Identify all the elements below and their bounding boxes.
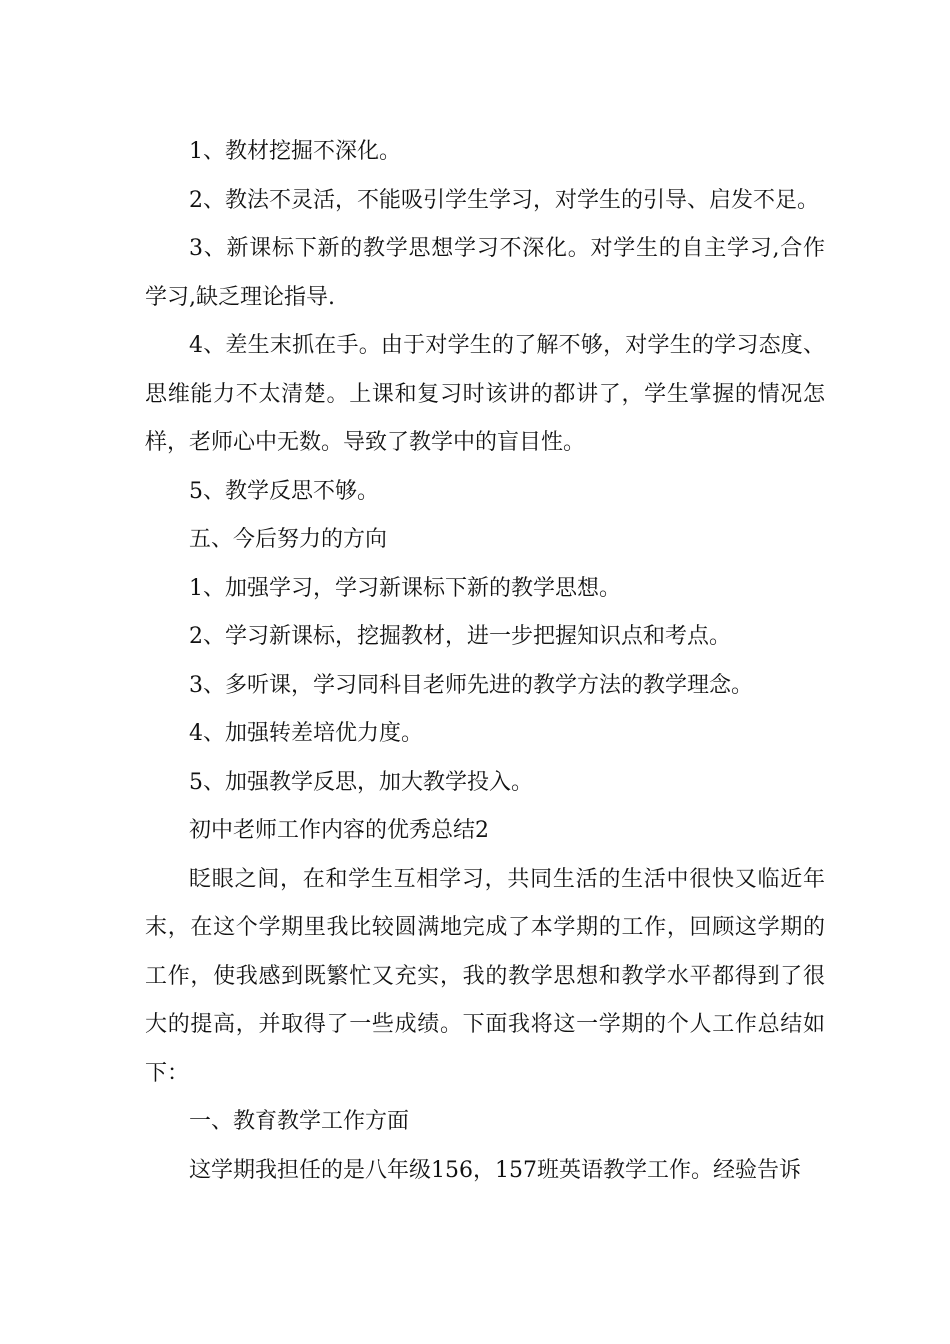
paragraph-item-5: 5、教学反思不够。 bbox=[189, 478, 379, 504]
paragraph-item-1: 1、教材挖掘不深化。 bbox=[189, 139, 401, 164]
paragraph-item-7: 2、学习新课标，挖掘教材，进一步把握知识点和考点。 bbox=[189, 624, 731, 649]
paragraph-item-9: 4、加强转差培优力度。 bbox=[189, 721, 423, 746]
paragraph-item-3: 3、新课标下新的教学思想学习不深化。对学生的自主学习,合作学习,缺乏理论指导. bbox=[145, 236, 825, 310]
paragraph-item-2: 2、教法不灵活，不能吸引学生学习，对学生的引导、启发不足。 bbox=[189, 187, 819, 213]
paragraph-item-4: 4、差生末抓在手。由于对学生的了解不够，对学生的学习态度、思维能力不太清楚。上课和复习时该讲的都讲了，学生掌握的情况怎样，老师心中无数。导致了教学中的盲目性。 bbox=[145, 333, 825, 455]
document-subtitle: 初中老师工作内容的优秀总结2 bbox=[189, 818, 489, 843]
section-heading-teaching-work: 一、教育教学工作方面 bbox=[189, 1109, 410, 1134]
intro-paragraph: 眨眼之间，在和学生互相学习，共同生活的生活中很快又临近年末，在这个学期里我比较圆满地完成了本学期的工作，回顾这学期的工作，使我感到既繁忙又充实，我的教学思想和教学水平都得到了很大的提高，并取得了一些成绩。下面我将这一学期的个人工作总结如下： bbox=[145, 866, 825, 1086]
paragraph-item-6: 1、加强学习，学习新课标下新的教学思想。 bbox=[189, 575, 621, 601]
paragraph-teaching-assignment: 这学期我担任的是八年级156，157班英语教学工作。经验告诉 bbox=[189, 1157, 801, 1183]
section-heading-future-direction: 五、今后努力的方向 bbox=[189, 527, 388, 552]
paragraph-item-10: 5、加强教学反思，加大教学投入。 bbox=[189, 769, 533, 795]
document-body bbox=[145, 128, 825, 1195]
paragraph-item-8: 3、多听课，学习同科目老师先进的教学方法的教学理念。 bbox=[189, 672, 753, 698]
